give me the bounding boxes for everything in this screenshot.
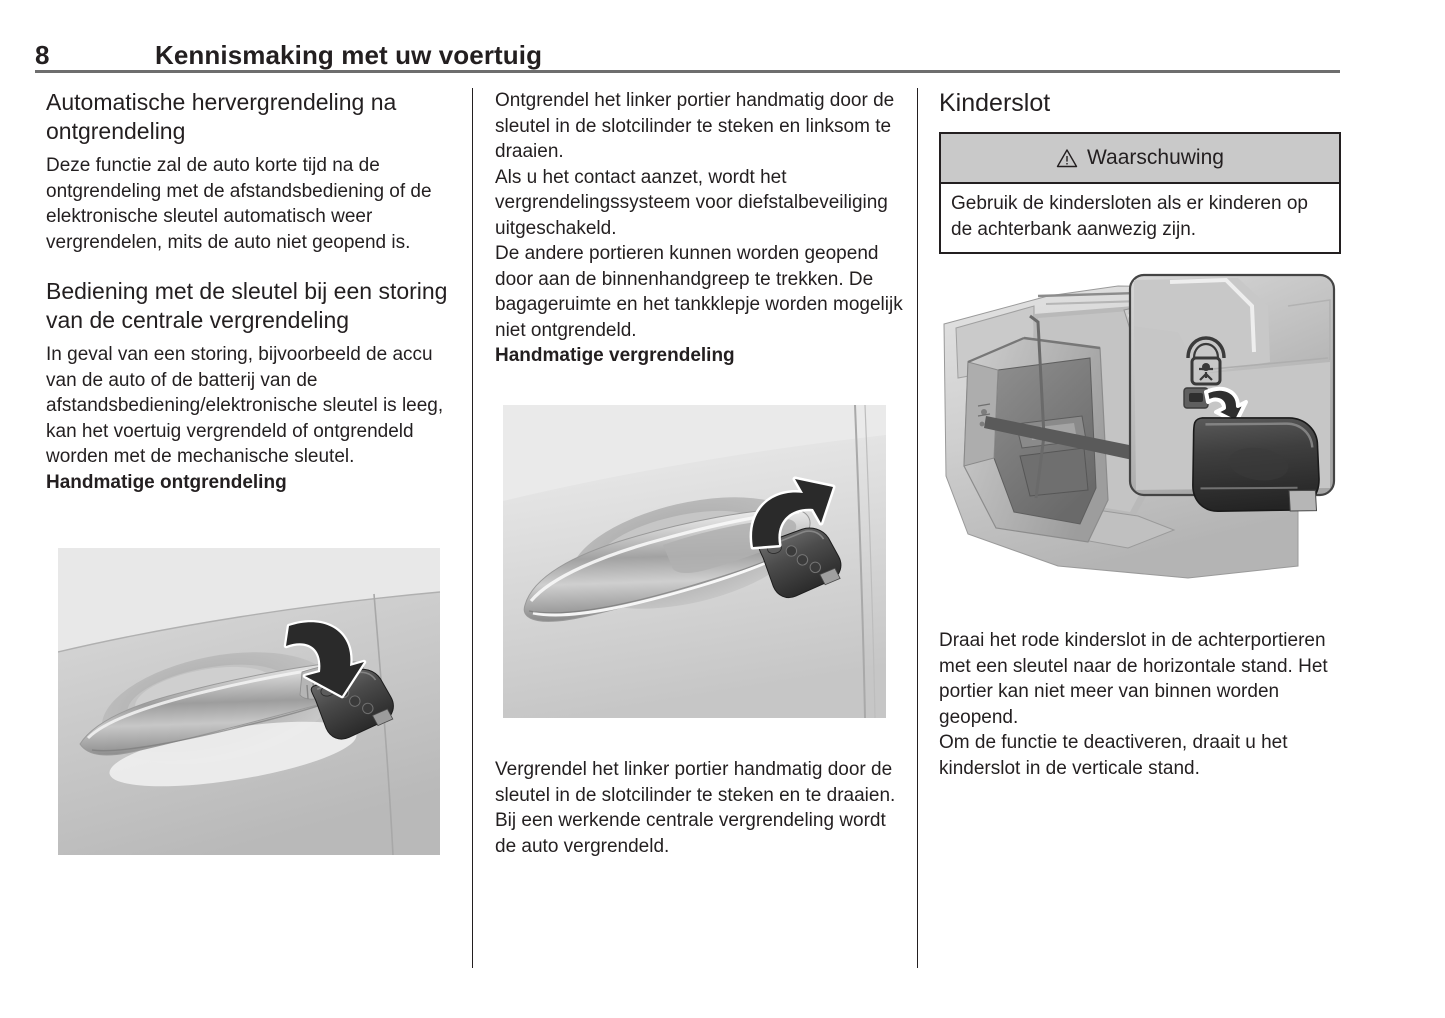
middle-paragraph-1: Ontgrendel het linker portier handmatig door de sleutel in de slotcilinder te steken en linksom te draaien. [495, 90, 895, 162]
column-divider-right [917, 88, 918, 968]
spacer [46, 255, 451, 277]
warning-box-body [941, 184, 1339, 252]
left-paragraph-2: In geval van een storing, bijvoorbeeld de accu van de auto of de batterij van de afstandsbediening/elektronische sleutel is leeg, kan het voertuig vergrendeld of ontgrendeld worden met de mechanische sleutel. [46, 344, 444, 467]
right-paragraph-1: Draai het rode kinderslot in de achterportieren met een sleutel naar de horizontale stand. Het portier kan niet meer van binnen worden geopend. [939, 630, 1328, 728]
middle-paragraph-2: Als u het contact aanzet, wordt het vergrendelingssysteem voor diefstalbeveiliging uitgeschakeld. [495, 166, 888, 239]
page-title: Kennismaking met uw voertuig [155, 40, 543, 70]
column-left [46, 88, 451, 496]
left-heading-1: Automatische hervergrendeling na ontgrendeling [46, 89, 397, 144]
column-divider-left [472, 88, 473, 968]
right-heading-1: Kinderslot [939, 89, 1051, 117]
column-middle-lower [495, 757, 905, 859]
column-right [939, 88, 1345, 254]
middle-paragraph-4: Vergrendel het linker portier handmatig door de sleutel in de slotcilinder te steken en te draaien. Bij een werkende centrale vergrendeling wordt de auto vergrendeld. [495, 759, 896, 857]
left-heading-2: Bediening met de sleutel bij een storing van de centrale vergrendeling [46, 278, 448, 333]
column-middle [495, 88, 905, 369]
column-right-lower [939, 628, 1345, 781]
warning-label: Waarschuwing [1087, 146, 1224, 169]
warning-triangle-icon [1056, 148, 1078, 168]
page-number: 8 [35, 40, 50, 70]
warning-box-header [941, 134, 1339, 184]
left-subheading-1: Handmatige ontgrendeling [46, 471, 287, 493]
middle-paragraph-3: De andere portieren kunnen worden geopend door aan de binnenhandgreep te trekken. De bagageruimte en het tankklepje worden mogelijk niet ontgrendeld. [495, 243, 903, 341]
right-paragraph-2: Om de functie te deactiveren, draait u het kinderslot in de verticale stand. [939, 732, 1288, 779]
figure-manual-unlock [58, 548, 440, 855]
page-header [35, 28, 1340, 73]
warning-text: Gebruik de kindersloten als er kinderen op de achterbank aanwezig zijn. [951, 193, 1308, 240]
figure-manual-lock [503, 405, 886, 718]
figure-child-lock [938, 266, 1338, 604]
left-paragraph-1: Deze functie zal de auto korte tijd na de ontgrendeling met de afstandsbediening of de elektronische sleutel automatisch weer vergrendelen, mits de auto niet geopend is. [46, 155, 432, 253]
middle-subheading-1: Handmatige vergrendeling [495, 345, 735, 366]
warning-box [939, 132, 1341, 254]
